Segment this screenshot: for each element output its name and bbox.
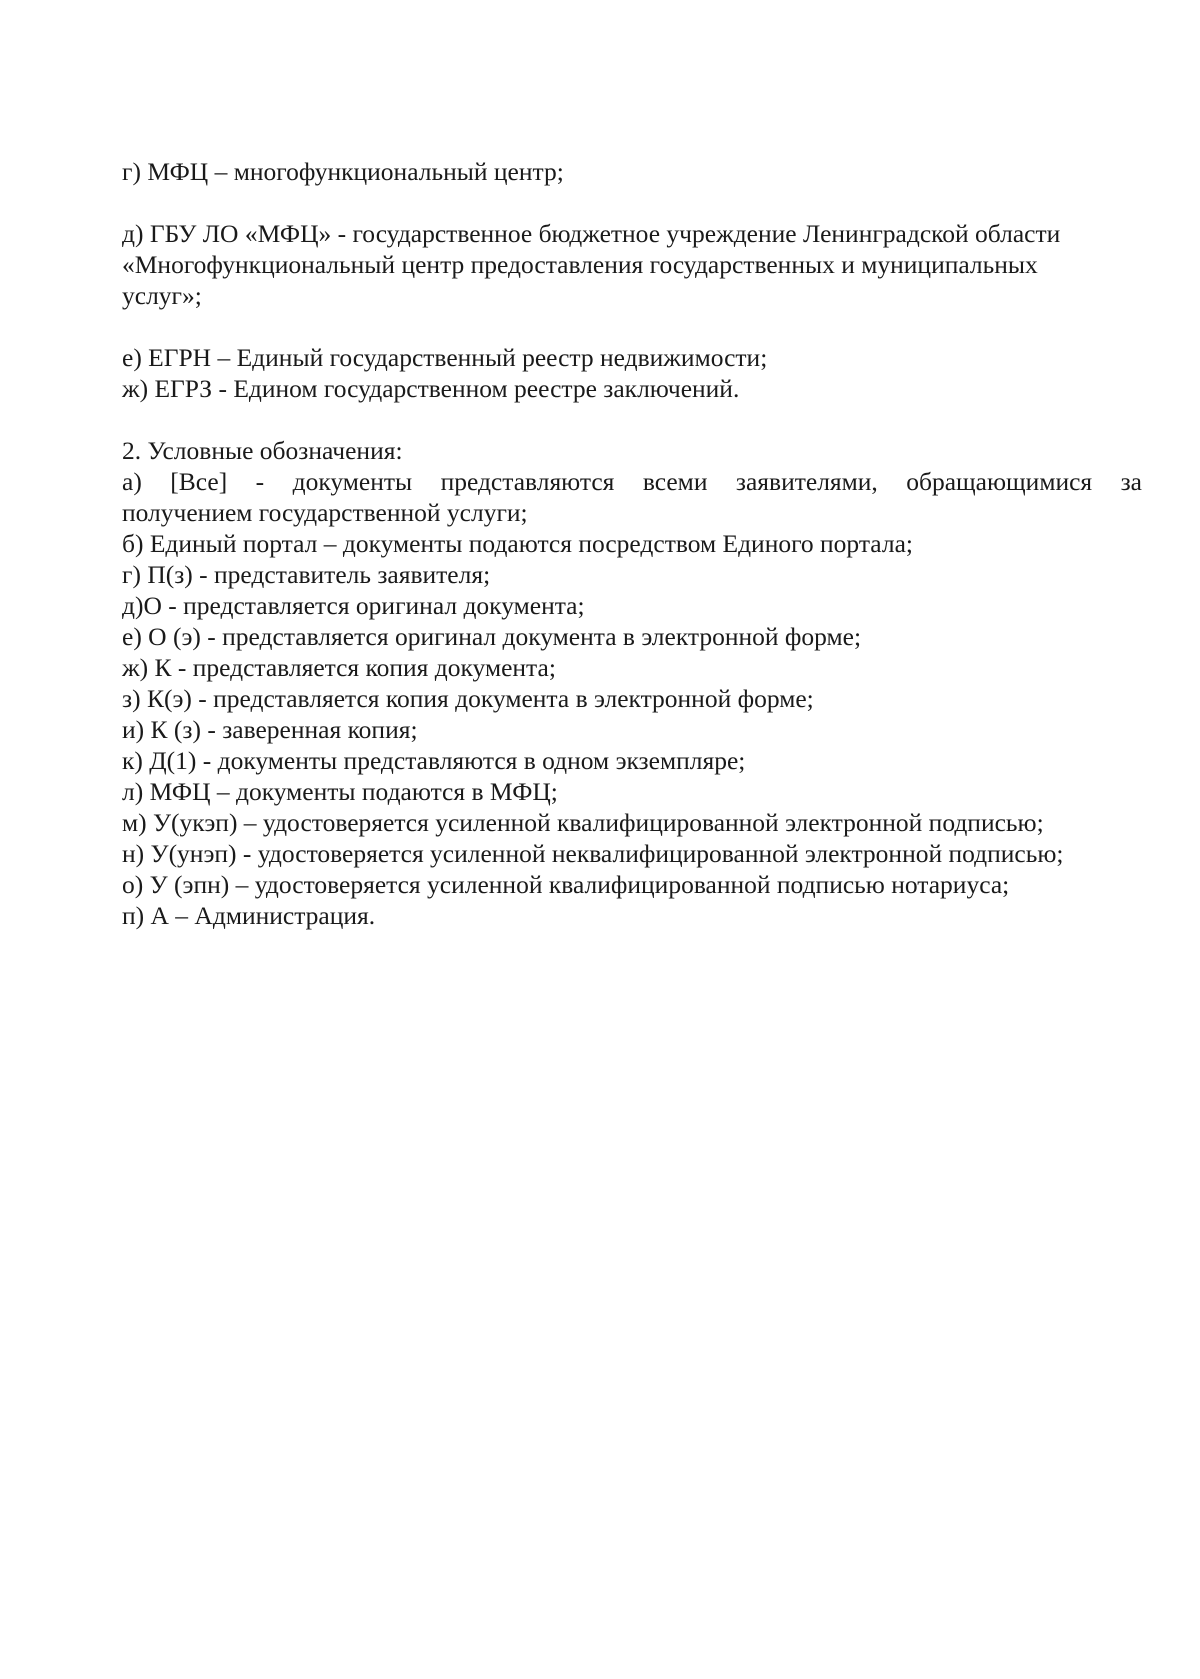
legend-item-a-line2: получением государственной услуги;: [122, 498, 528, 527]
spacer: [122, 187, 1142, 218]
definition-d: [122, 218, 1142, 311]
definition-zh: ж) ЕГРЗ - Едином государственном реестре заключений.: [122, 374, 740, 403]
legend-item: и) К (з) - заверенная копия;: [122, 715, 418, 744]
legend-item: о) У (эпн) – удостоверяется усиленной квалифицированной подписью нотариуса;: [122, 870, 1010, 899]
spacer: [122, 311, 1142, 342]
legend-item: д)О - представляется оригинал документа;: [122, 591, 585, 620]
document-body: [122, 156, 1142, 931]
legend-item: м) У(укэп) – удостоверяется усиленной квалифицированной электронной подписью;: [122, 808, 1044, 837]
definition-g: г) МФЦ – многофункциональный центр;: [122, 157, 564, 186]
legend-item: ж) К - представляется копия документа;: [122, 653, 556, 682]
legend-item: к) Д(1) - документы представляются в одном экземпляре;: [122, 746, 746, 775]
legend-item: н) У(унэп) - удостоверяется усиленной неквалифицированной электронной подписью;: [122, 839, 1064, 868]
legend-item: б) Единый портал – документы подаются посредством Единого портала;: [122, 529, 913, 558]
legend-item: л) МФЦ – документы подаются в МФЦ;: [122, 777, 558, 806]
legend-item: г) П(з) - представитель заявителя;: [122, 560, 491, 589]
legend-item-a: [122, 466, 1142, 528]
legend-item: е) О (э) - представляется оригинал документа в электронной форме;: [122, 622, 862, 651]
legend-item-a-line1: а) [Все] - документы представляются всеми заявителями, обращающимися за: [122, 467, 1142, 496]
definition-d-line2: «Многофункциональный центр предоставления государственных и муниципальных: [122, 250, 1038, 279]
legend-item: п) А – Администрация.: [122, 901, 376, 930]
definition-e: е) ЕГРН – Единый государственный реестр недвижимости;: [122, 343, 768, 372]
definition-d-line3: услуг»;: [122, 281, 202, 310]
legend-heading: 2. Условные обозначения:: [122, 436, 403, 465]
spacer: [122, 404, 1142, 435]
definition-d-line1: д) ГБУ ЛО «МФЦ» - государственное бюджетное учреждение Ленинградской области: [122, 219, 1061, 248]
legend-item: з) К(э) - представляется копия документа в электронной форме;: [122, 684, 814, 713]
